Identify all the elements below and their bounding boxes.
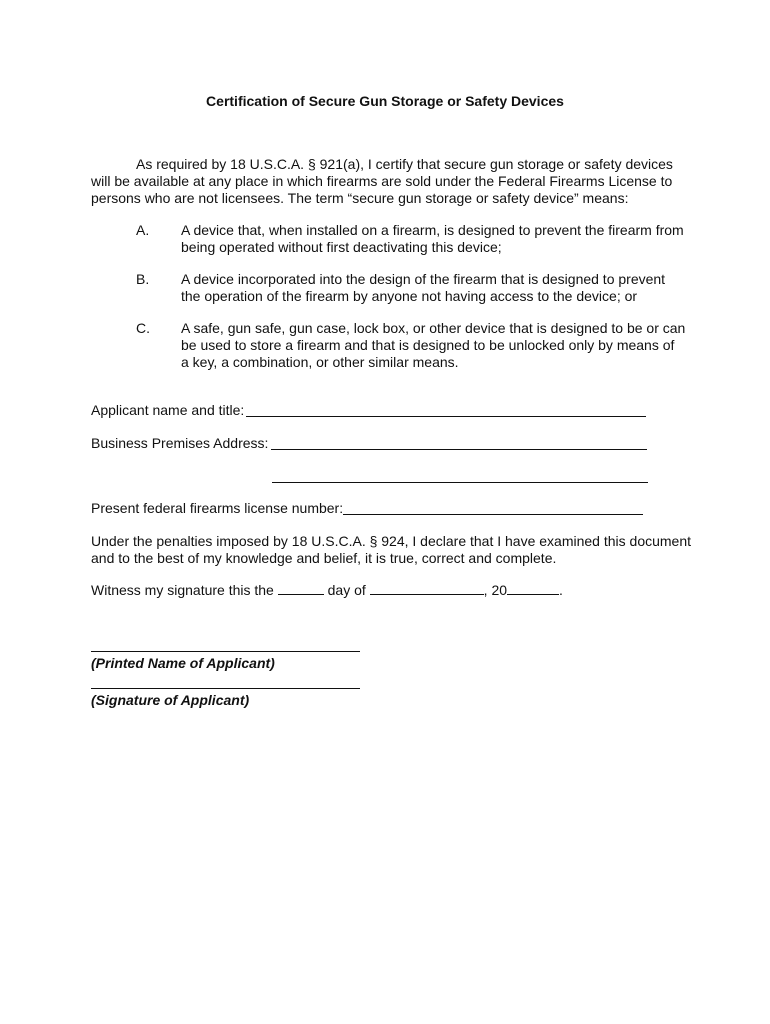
license-number-label: Present federal firearms license number: <box>91 500 344 516</box>
witness-year-prefix: , 20 <box>483 582 508 598</box>
list-item-text: A safe, gun safe, gun case, lock box, or other device that is designed to be or can be used to store a firearm and that is designed to be unlocked only by means of a key, a combination, or other similar means. <box>181 320 686 370</box>
witness-prefix: Witness my signature this the <box>91 582 274 598</box>
intro-paragraph: As required by 18 U.S.C.A. § 921(a), I certify that secure gun storage or safety devices will be available at any place in which firearms are sold under the Federal Firearms License to persons who are not licensees. The term “secure gun storage or safety device” means: <box>91 156 673 206</box>
list-item-letter: C. <box>136 320 150 336</box>
year-field[interactable] <box>507 582 559 595</box>
printed-name-field[interactable] <box>91 651 360 652</box>
list-item-text: A device incorporated into the design of the firearm that is designed to prevent the operation of the firearm by anyone not having access to the device; or <box>181 271 666 304</box>
document-title: Certification of Secure Gun Storage or Safety Devices <box>206 93 564 109</box>
applicant-name-field[interactable] <box>246 416 646 417</box>
declaration-paragraph: Under the penalties imposed by 18 U.S.C.A. § 924, I declare that I have examined this document and to the best of my knowledge and belief, it is true, correct and complete. <box>91 533 692 566</box>
business-address-label: Business Premises Address: <box>91 435 269 451</box>
witness-period: . <box>559 582 563 598</box>
list-item-letter: B. <box>136 271 150 287</box>
list-item-letter: A. <box>136 222 150 238</box>
business-address-field-line2[interactable] <box>272 482 648 483</box>
business-address-field-line1[interactable] <box>271 449 647 450</box>
license-number-field[interactable] <box>343 514 643 515</box>
signature-field[interactable] <box>91 688 360 689</box>
month-field[interactable] <box>370 582 484 595</box>
signature-caption: (Signature of Applicant) <box>91 692 250 708</box>
day-field[interactable] <box>278 582 324 595</box>
applicant-name-label: Applicant name and title: <box>91 402 245 418</box>
witness-day-word: day of <box>327 582 366 598</box>
witness-line <box>91 582 691 599</box>
printed-name-caption: (Printed Name of Applicant) <box>91 655 275 671</box>
list-item-text: A device that, when installed on a firearm, is designed to prevent the firearm from being operated without first deactivating this device; <box>181 222 684 255</box>
